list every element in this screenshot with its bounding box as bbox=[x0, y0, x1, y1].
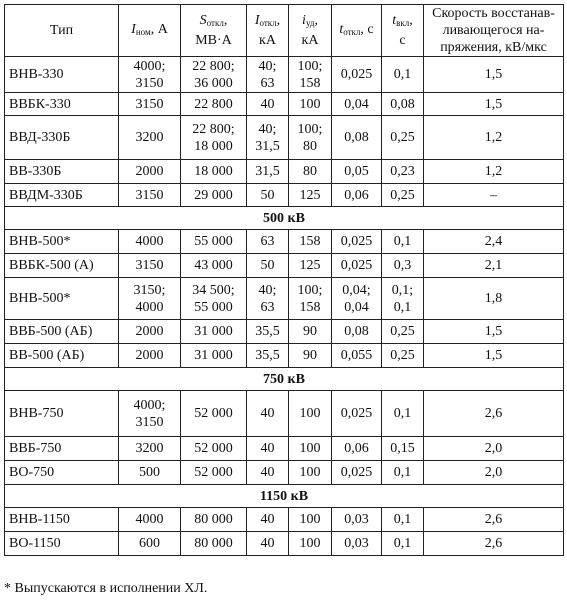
cell-type: ВВД-330Б bbox=[5, 116, 119, 160]
cell-totkl: 0,03 bbox=[332, 532, 382, 556]
cell-iotkl: 50 bbox=[247, 254, 289, 278]
header-speed bbox=[424, 5, 564, 57]
header-sotkl-unit: МВ·А bbox=[195, 33, 232, 48]
header-sotkl: $S_{откл}$, МВ·А bbox=[181, 5, 247, 57]
cell-speed: – bbox=[424, 184, 564, 207]
cell-sotkl: 34 500; 55 000 bbox=[181, 278, 247, 320]
cell-iotkl: 31,5 bbox=[247, 160, 289, 184]
cell-tvkl: 0,1 bbox=[382, 532, 424, 556]
cell-tvkl: 0,1 bbox=[382, 230, 424, 254]
cell-sotkl: 43 000 bbox=[181, 254, 247, 278]
cell-inom: 4000 bbox=[119, 508, 181, 532]
header-tvkl-unit: с bbox=[399, 33, 406, 48]
cell-speed: 2,0 bbox=[424, 461, 564, 485]
cell-tvkl: 0,25 bbox=[382, 184, 424, 207]
table-row bbox=[5, 508, 564, 532]
table-row bbox=[5, 230, 564, 254]
cell-tvkl: 0,25 bbox=[382, 320, 424, 344]
cell-iotkl: 40 bbox=[247, 93, 289, 116]
cell-iud: 90 bbox=[289, 344, 332, 368]
cell-iotkl: 40 bbox=[247, 508, 289, 532]
cell-totkl: 0,025 bbox=[332, 391, 382, 437]
cell-type: ВО-750 bbox=[5, 461, 119, 485]
cell-iotkl: 40; 63 bbox=[247, 57, 289, 93]
cell-totkl: 0,06 bbox=[332, 437, 382, 461]
cell-iud: 100 bbox=[289, 391, 332, 437]
cell-iotkl: 63 bbox=[247, 230, 289, 254]
cell-speed: 1,2 bbox=[424, 116, 564, 160]
cell-iotkl: 40 bbox=[247, 437, 289, 461]
cell-totkl: 0,08 bbox=[332, 116, 382, 160]
cell-sotkl: 52 000 bbox=[181, 391, 247, 437]
cell-sotkl: 31 000 bbox=[181, 344, 247, 368]
header-iud: $i_{уд}$, кА bbox=[289, 5, 332, 57]
cell-totkl: 0,025 bbox=[332, 230, 382, 254]
cell-speed: 2,6 bbox=[424, 508, 564, 532]
cell-tvkl: 0,3 bbox=[382, 254, 424, 278]
cell-tvkl: 0,08 bbox=[382, 93, 424, 116]
cell-totkl: 0,03 bbox=[332, 508, 382, 532]
cell-totkl: 0,04 bbox=[332, 93, 382, 116]
cell-sotkl: 18 000 bbox=[181, 160, 247, 184]
cell-speed: 1,5 bbox=[424, 320, 564, 344]
cell-iud: 90 bbox=[289, 320, 332, 344]
header-inom-symbol: I bbox=[131, 21, 136, 37]
cell-speed: 2,6 bbox=[424, 532, 564, 556]
cell-inom: 3150 bbox=[119, 93, 181, 116]
cell-iud: 100 bbox=[289, 437, 332, 461]
cell-type: ВНВ-500* bbox=[5, 230, 119, 254]
cell-inom: 4000 bbox=[119, 230, 181, 254]
cell-type: ВВБК-500 (А) bbox=[5, 254, 119, 278]
cell-iud: 100; 80 bbox=[289, 116, 332, 160]
header-inom bbox=[119, 5, 181, 57]
header-iotkl-sub: откл bbox=[259, 18, 277, 28]
cell-type: ВНВ-330 bbox=[5, 57, 119, 93]
cell-iotkl: 35,5 bbox=[247, 320, 289, 344]
header-iud-sub: уд bbox=[305, 18, 315, 28]
header-inom-sub: ном bbox=[135, 26, 151, 37]
cell-tvkl: 0,23 bbox=[382, 160, 424, 184]
cell-tvkl: 0,1 bbox=[382, 508, 424, 532]
cell-tvkl: 0,1; 0,1 bbox=[382, 278, 424, 320]
cell-totkl: 0,05 bbox=[332, 160, 382, 184]
cell-iotkl: 40 bbox=[247, 391, 289, 437]
cell-inom: 3150 bbox=[119, 184, 181, 207]
section-label: 1150 кВ bbox=[5, 485, 564, 508]
cell-iotkl: 40 bbox=[247, 461, 289, 485]
header-sotkl-symbol: S bbox=[199, 13, 207, 28]
table-row bbox=[5, 320, 564, 344]
header-totkl-unit: , с bbox=[360, 21, 374, 37]
cell-tvkl: 0,15 bbox=[382, 437, 424, 461]
cell-totkl: 0,025 bbox=[332, 254, 382, 278]
cell-tvkl: 0,1 bbox=[382, 461, 424, 485]
cell-speed: 1,2 bbox=[424, 160, 564, 184]
table-row bbox=[5, 184, 564, 207]
cell-inom: 2000 bbox=[119, 320, 181, 344]
section-row bbox=[5, 485, 564, 508]
table-row bbox=[5, 344, 564, 368]
cell-inom: 4000; 3150 bbox=[119, 391, 181, 437]
cell-speed: 1,5 bbox=[424, 93, 564, 116]
cell-type: ВВ-330Б bbox=[5, 160, 119, 184]
cell-totkl: 0,055 bbox=[332, 344, 382, 368]
section-row bbox=[5, 207, 564, 230]
table-row bbox=[5, 461, 564, 485]
cell-iud: 100 bbox=[289, 532, 332, 556]
cell-inom: 2000 bbox=[119, 344, 181, 368]
header-type bbox=[5, 5, 119, 57]
cell-totkl: 0,025 bbox=[332, 57, 382, 93]
cell-inom: 4000; 3150 bbox=[119, 57, 181, 93]
table-row bbox=[5, 278, 564, 320]
table-row bbox=[5, 160, 564, 184]
footnote: * Выпускаются в исполнении ХЛ. bbox=[4, 581, 208, 596]
cell-iotkl: 40 bbox=[247, 532, 289, 556]
cell-iud: 100; 158 bbox=[289, 278, 332, 320]
cell-inom: 2000 bbox=[119, 160, 181, 184]
cell-sotkl: 80 000 bbox=[181, 532, 247, 556]
cell-inom: 3150; 4000 bbox=[119, 278, 181, 320]
table-row bbox=[5, 93, 564, 116]
cell-iud: 100 bbox=[289, 93, 332, 116]
header-inom-unit: , А bbox=[150, 21, 168, 37]
header-iotkl-unit: кА bbox=[259, 33, 276, 48]
cell-type: ВВБК-330 bbox=[5, 93, 119, 116]
cell-type: ВНВ-500* bbox=[5, 278, 119, 320]
cell-sotkl: 55 000 bbox=[181, 230, 247, 254]
table-row bbox=[5, 254, 564, 278]
table-row bbox=[5, 437, 564, 461]
header-speed-label: Скорость восстанав-ливающегося на-пряжения, кВ/мкс bbox=[432, 6, 555, 55]
header-iotkl: $I_{откл}$, кА bbox=[247, 5, 289, 57]
header-totkl bbox=[332, 5, 382, 57]
cell-iotkl: 50 bbox=[247, 184, 289, 207]
cell-speed: 2,6 bbox=[424, 391, 564, 437]
cell-iud: 125 bbox=[289, 254, 332, 278]
cell-sotkl: 29 000 bbox=[181, 184, 247, 207]
table-row bbox=[5, 57, 564, 93]
cell-type: ВВ-500 (АБ) bbox=[5, 344, 119, 368]
breaker-spec-table bbox=[4, 4, 564, 556]
cell-iud: 100 bbox=[289, 461, 332, 485]
cell-speed: 1,5 bbox=[424, 344, 564, 368]
header-type-label: Тип bbox=[49, 23, 74, 38]
header-iud-unit: кА bbox=[301, 33, 319, 48]
cell-type: ВВБ-500 (АБ) bbox=[5, 320, 119, 344]
cell-sotkl: 22 800; 18 000 bbox=[181, 116, 247, 160]
cell-totkl: 0,025 bbox=[332, 461, 382, 485]
cell-sotkl: 80 000 bbox=[181, 508, 247, 532]
section-label: 500 кВ bbox=[5, 207, 564, 230]
cell-iotkl: 35,5 bbox=[247, 344, 289, 368]
cell-tvkl: 0,25 bbox=[382, 344, 424, 368]
table-header-row bbox=[5, 5, 564, 57]
cell-speed: 1,8 bbox=[424, 278, 564, 320]
cell-iud: 80 bbox=[289, 160, 332, 184]
cell-sotkl: 52 000 bbox=[181, 461, 247, 485]
cell-sotkl: 22 800; 36 000 bbox=[181, 57, 247, 93]
cell-inom: 500 bbox=[119, 461, 181, 485]
cell-tvkl: 0,1 bbox=[382, 57, 424, 93]
cell-speed: 2,4 bbox=[424, 230, 564, 254]
cell-totkl: 0,08 bbox=[332, 320, 382, 344]
cell-speed: 1,5 bbox=[424, 57, 564, 93]
header-iotkl-symbol: I bbox=[254, 13, 260, 28]
header-iud-symbol: i bbox=[302, 13, 306, 28]
header-totkl-sub: откл bbox=[343, 26, 361, 37]
cell-inom: 3200 bbox=[119, 437, 181, 461]
section-row bbox=[5, 368, 564, 391]
cell-sotkl: 22 800 bbox=[181, 93, 247, 116]
cell-inom: 3200 bbox=[119, 116, 181, 160]
cell-tvkl: 0,25 bbox=[382, 116, 424, 160]
table-body bbox=[5, 57, 564, 556]
cell-tvkl: 0,1 bbox=[382, 391, 424, 437]
cell-type: ВНВ-750 bbox=[5, 391, 119, 437]
header-tvkl: $t_{вкл}$, с bbox=[382, 5, 424, 57]
cell-iotkl: 40; 31,5 bbox=[247, 116, 289, 160]
cell-type: ВНВ-1150 bbox=[5, 508, 119, 532]
header-tvkl-sub: вкл bbox=[396, 18, 410, 28]
cell-iud: 158 bbox=[289, 230, 332, 254]
table-row bbox=[5, 391, 564, 437]
cell-speed: 2,0 bbox=[424, 437, 564, 461]
cell-sotkl: 52 000 bbox=[181, 437, 247, 461]
cell-sotkl: 31 000 bbox=[181, 320, 247, 344]
table-row bbox=[5, 532, 564, 556]
section-label: 750 кВ bbox=[5, 368, 564, 391]
cell-inom: 600 bbox=[119, 532, 181, 556]
header-tvkl-symbol: t bbox=[392, 13, 397, 28]
header-sotkl-sub: откл bbox=[206, 18, 224, 28]
cell-totkl: 0,06 bbox=[332, 184, 382, 207]
cell-type: ВВБ-750 bbox=[5, 437, 119, 461]
header-totkl-symbol: t bbox=[339, 21, 344, 37]
cell-iud: 100 bbox=[289, 508, 332, 532]
cell-inom: 3150 bbox=[119, 254, 181, 278]
cell-speed: 2,1 bbox=[424, 254, 564, 278]
cell-iud: 100; 158 bbox=[289, 57, 332, 93]
table-row bbox=[5, 116, 564, 160]
cell-type: ВВДМ-330Б bbox=[5, 184, 119, 207]
cell-totkl: 0,04; 0,04 bbox=[332, 278, 382, 320]
cell-type: ВО-1150 bbox=[5, 532, 119, 556]
cell-iotkl: 40; 63 bbox=[247, 278, 289, 320]
cell-iud: 125 bbox=[289, 184, 332, 207]
